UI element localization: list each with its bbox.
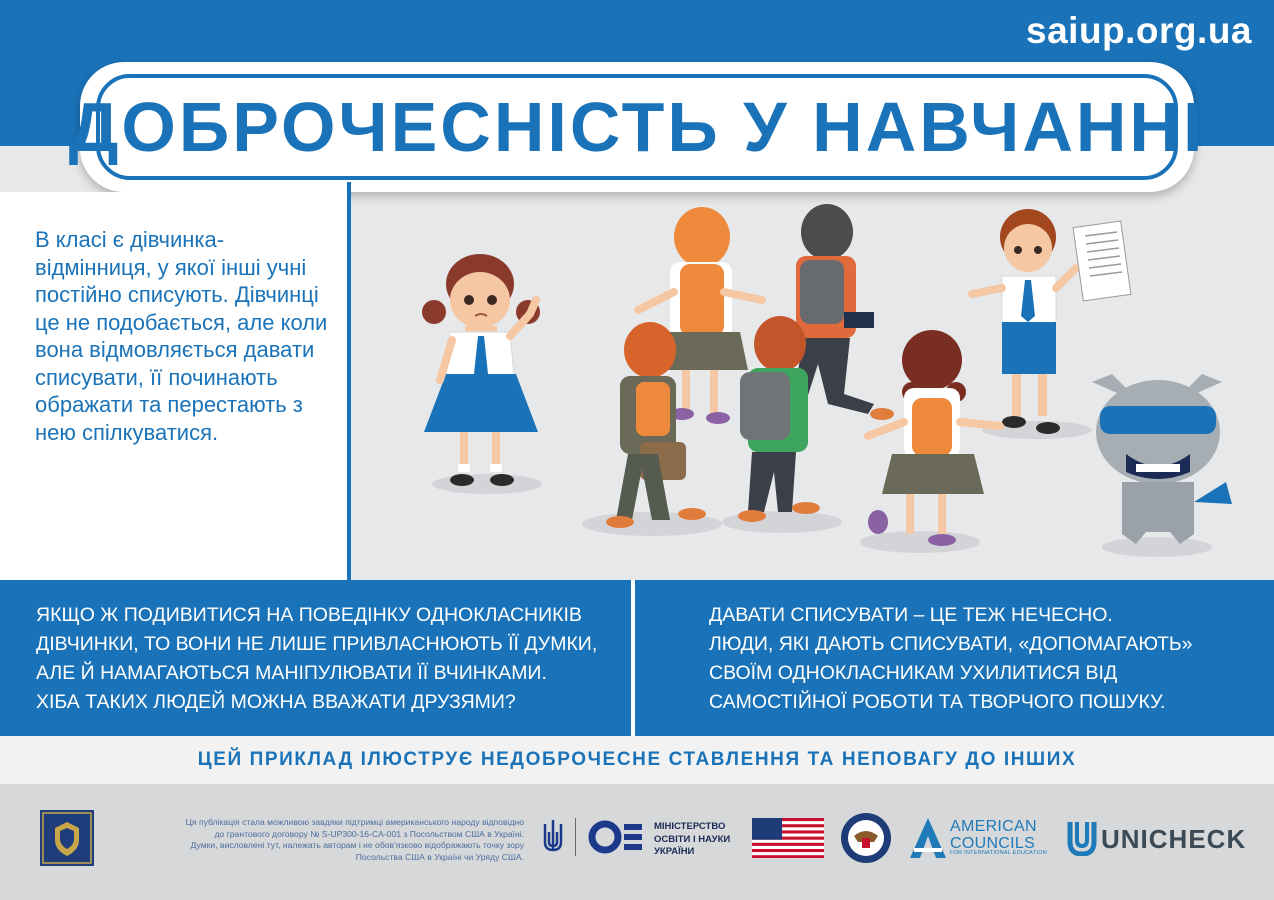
summary-text: ЦЕЙ ПРИКЛАД ІЛЮСТРУЄ НЕДОБРОЧЕСНЕ СТАВЛЕННЯ ТА НЕПОВАГУ ДО ІНШИХ [197, 749, 1077, 770]
classroom-illustration [352, 192, 1274, 580]
ministry-name [654, 821, 730, 859]
girl-student-figure [422, 254, 540, 486]
us-flag-icon [752, 818, 824, 858]
left-paragraph [36, 601, 626, 717]
project-crest-icon [40, 810, 94, 866]
unicheck-logo-icon [1066, 820, 1098, 856]
american-councils-name [950, 818, 1037, 852]
ac-line: AMERICAN [950, 818, 1037, 835]
credit-line: до грантового договору № S-UP300-16-CA-001 з Посольством США в Україні. [214, 828, 524, 839]
trident-icon [542, 818, 564, 856]
right-paragraph-line: ДАВАТИ СПИСУВАТИ – ЦЕ ТЕЖ НЕЧЕСНО. [709, 604, 1113, 626]
girl-orange-backpack-figure [868, 330, 1000, 546]
summary-band [0, 736, 1274, 784]
ministry-line: УКРАЇНИ [654, 846, 695, 857]
american-councils-subtitle: FOR INTERNATIONAL EDUCATION [950, 850, 1047, 856]
info-divider [631, 580, 635, 736]
ac-line: COUNCILS [950, 835, 1036, 852]
story-text: В класі є дівчинка-відмінниця, у якої інші учні постійно списують. Дівчинці це не подобається, але коли вона відмовляється давати списувати, її починають ображати та перестають з нею спілкуватися. [35, 227, 328, 445]
credit-line: Ця публікація стала можливою завдяки підтримці американського народу відповідно [185, 817, 524, 827]
unicheck-name: UNICHECK [1101, 824, 1247, 854]
ministry-line: МІНІСТЕРСТВО [654, 821, 726, 832]
grant-credit [118, 817, 524, 863]
title-badge [68, 74, 1206, 180]
logo-separator [575, 818, 576, 856]
ministry-line: ОСВІТИ І НАУКИ [654, 833, 731, 845]
ministry-logo-icon [588, 820, 644, 854]
page-title: ДОБРОЧЕСНІСТЬ У НАВЧАННІ [68, 88, 1206, 166]
left-paragraph-line: ЯКЩО Ж ПОДИВИТИСЯ НА ПОВЕДІНКУ ОДНОКЛАСНИКІВ [36, 604, 582, 626]
right-paragraph-line: СВОЇМ ОДНОКЛАСНИКАМ УХИЛИТИСЯ ВІД [709, 662, 1118, 684]
left-paragraph-line: АЛЕ Й НАМАГАЮТЬСЯ МАНІПУЛЮВАТИ ЇЇ ВЧИНКАМИ. [36, 662, 547, 684]
boy-with-paper-figure [972, 209, 1131, 434]
right-paragraph [709, 601, 1269, 717]
site-url[interactable]: saiup.org.ua [1026, 10, 1252, 51]
left-paragraph-line: ДІВЧИНКИ, ТО ВОНИ НЕ ЛИШЕ ПРИВЛАСНЮЮТЬ ЇЇ ДУМКИ, [36, 633, 598, 655]
american-councils-logo-icon [910, 818, 946, 858]
credit-line: Думки, висловлені тут, належать авторам і не обов'язково відображають точку зору [190, 840, 524, 850]
right-paragraph-line: САМОСТІЙНОЇ РОБОТИ ТА ТВОРЧОГО ПОШУКУ. [709, 691, 1166, 713]
wolf-mascot-figure [1092, 374, 1232, 544]
left-paragraph-line: ХІБА ТАКИХ ЛЮДЕЙ МОЖНА ВВАЖАТИ ДРУЗЯМИ? [36, 691, 516, 713]
right-paragraph-line: ЛЮДИ, ЯКІ ДАЮТЬ СПИСУВАТИ, «ДОПОМАГАЮТЬ» [709, 633, 1193, 655]
state-dept-seal-icon [840, 812, 892, 864]
credit-line: Посольства США в Україні чи Уряду США. [355, 851, 524, 862]
story-divider [347, 182, 351, 582]
